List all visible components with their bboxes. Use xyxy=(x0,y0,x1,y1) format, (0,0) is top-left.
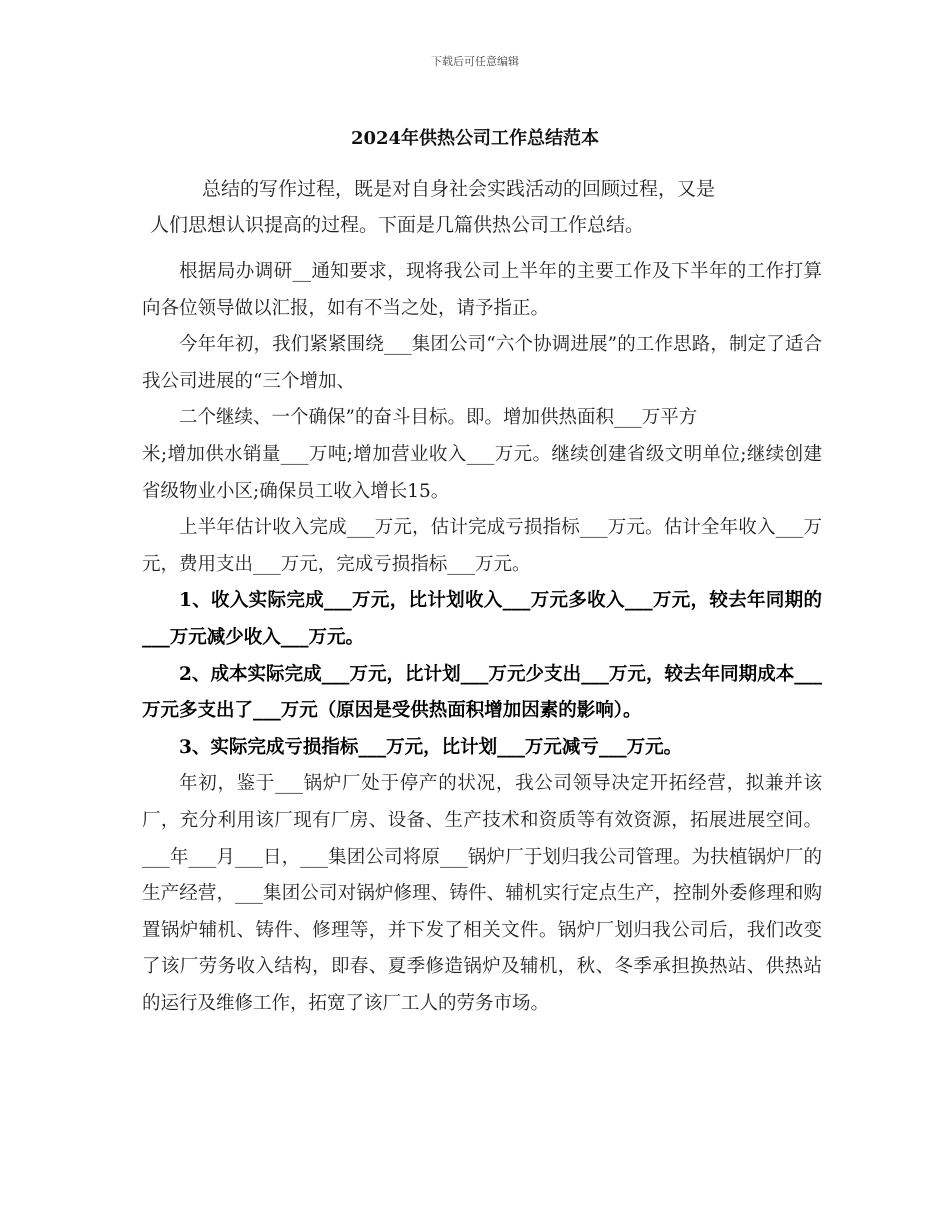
paragraph-loss: 3、实际完成亏损指标___万元，比计划___万元减亏___万元。 xyxy=(179,736,683,758)
paragraph-3-continued: 米;增加供水销量___万吨;增加营业收入___万元。继续创建省级文明单位;继续创建省级物业小区;确保员工收入增长15。 xyxy=(142,443,822,502)
page-header: 下载后可任意编辑 xyxy=(431,55,519,68)
paragraph-income: 1、收入实际完成___万元，比计划收入___万元多收入___万元，较去年同期的___万元减少收入___万元。 xyxy=(142,590,822,648)
paragraph-4: 上半年估计收入完成___万元，估计完成亏损指标___万元。估计全年收入___万元，费用支出___万元，完成亏损指标___万元。 xyxy=(142,517,822,575)
paragraph-1: 根据局办调研__通知要求，现将我公司上半年的主要工作及下半年的工作打算向各位领导做以汇报，如有不当之处，请予指正。 xyxy=(142,261,822,319)
document-body xyxy=(142,254,822,1022)
document-title: 2024年供热公司工作总结范本 xyxy=(350,128,600,149)
paragraph-boiler-factory: 年初，鉴于___锅炉厂处于停产的状况，我公司领导决定开拓经营，拟兼并该厂，充分利用该厂现有厂房、设备、生产技术和资质等有效资源，拓展进展空间。___年___月___日，___集团公司将原___锅炉厂于划归我公司管理。为扶植锅炉厂的生产经营，___集团公司对锅炉修理、铸件、辅机实行定点生产，控制外委修理和购置锅炉辅机、铸件、修理等，并下发了相关文件。锅炉厂划归我公司后，我们改变了该厂劳务收入结构，即春、夏季修造锅炉及辅机，秋、冬季承担换热站、供热站的运行及维修工作，拓宽了该厂工人的劳务市场。 xyxy=(142,773,822,1014)
intro-line-2: 人们思想认识提高的过程。下面是几篇供热公司工作总结。 xyxy=(150,214,645,236)
paragraph-3-line: 二个继续、一个确保”的奋斗目标。即。增加供热面积___万平方 xyxy=(179,407,698,429)
intro-line-1: 总结的写作过程，既是对自身社会实践活动的回顾过程，又是 xyxy=(202,178,716,200)
paragraph-cost: 2、成本实际完成___万元，比计划___万元少支出___万元，较去年同期成本___万元多支出了___万元（原因是受供热面积增加因素的影响）。 xyxy=(142,663,822,722)
paragraph-2: 今年年初，我们紧紧围绕___集团公司“六个协调进展”的工作思路，制定了适合我公司进展的“三个增加、 xyxy=(142,334,822,392)
